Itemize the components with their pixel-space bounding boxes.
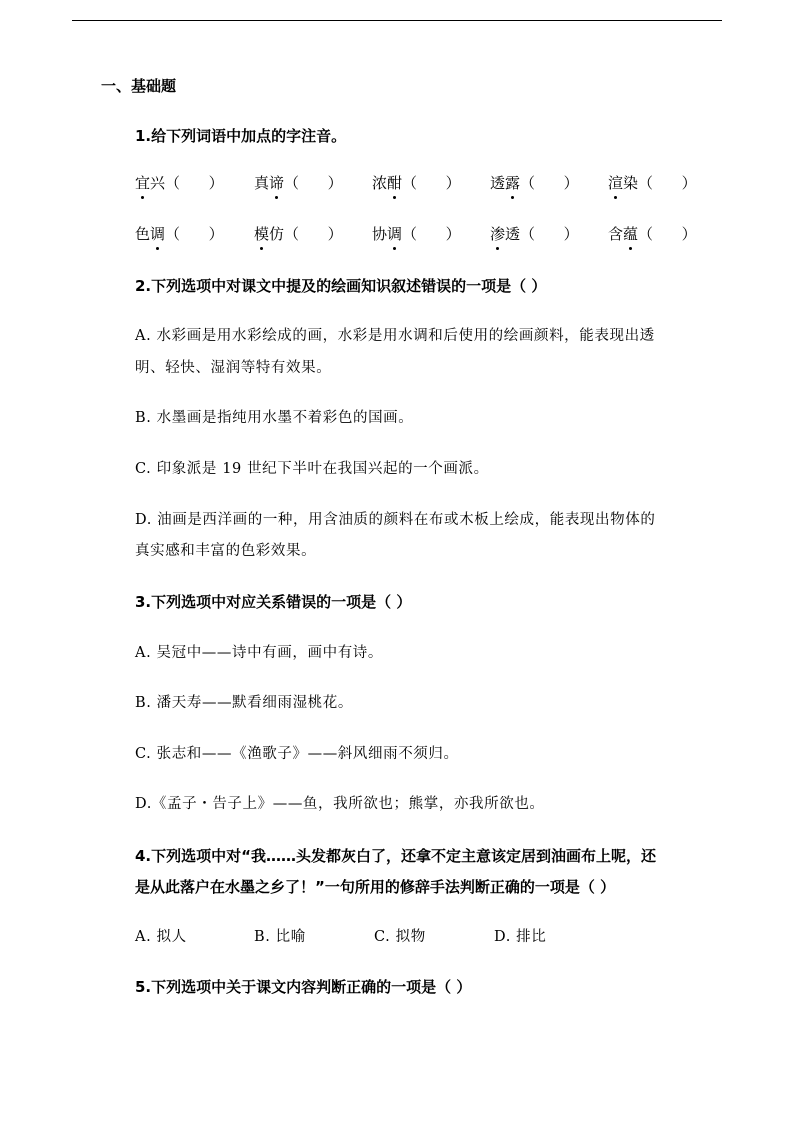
section-title: 一、基础题 bbox=[101, 77, 177, 95]
dotted-character: 谛 bbox=[269, 174, 285, 192]
answer-blank[interactable]: （ ） bbox=[520, 225, 579, 243]
word-character: 含 bbox=[608, 225, 624, 243]
question-5-stem: 5.下列选项中关于课文内容判断正确的一项是（ ） bbox=[135, 978, 472, 996]
pinyin-item bbox=[254, 224, 343, 244]
word-character: 协 bbox=[372, 225, 388, 243]
dotted-character: 渗 bbox=[490, 225, 506, 243]
word-character: 染 bbox=[623, 174, 639, 192]
question-4-stem: 4.下列选项中对“我……头发都灰白了，还拿不定主意该定居到油画布上呢，还 bbox=[135, 847, 656, 865]
word-character: 透 bbox=[505, 225, 521, 243]
answer-blank[interactable]: （ ） bbox=[165, 225, 224, 243]
word-character: 色 bbox=[135, 225, 151, 243]
word-character: 真 bbox=[254, 174, 270, 192]
dotted-character: 调 bbox=[387, 225, 403, 243]
word-character: 透 bbox=[490, 174, 506, 192]
question-1-stem: 1.给下列词语中加点的字注音。 bbox=[135, 127, 347, 145]
question-3-stem: 3.下列选项中对应关系错误的一项是（ ） bbox=[135, 593, 412, 611]
answer-blank[interactable]: （ ） bbox=[284, 225, 343, 243]
dotted-character: 调 bbox=[150, 225, 166, 243]
dotted-character: 蕴 bbox=[623, 225, 639, 243]
question-3-option-a: A. 吴冠中——诗中有画，画中有诗。 bbox=[135, 645, 383, 661]
pinyin-item bbox=[135, 224, 224, 244]
question-2-stem: 2.下列选项中对课文中提及的绘画知识叙述错误的一项是（ ） bbox=[135, 277, 547, 295]
question-4-option-b: B. 比喻 bbox=[254, 929, 306, 945]
pinyin-item bbox=[135, 173, 224, 193]
pinyin-item bbox=[490, 173, 579, 193]
header-rule bbox=[72, 20, 722, 21]
word-character: 兴 bbox=[150, 174, 166, 192]
answer-blank[interactable]: （ ） bbox=[520, 174, 579, 192]
question-2-option-a-cont: 明、轻快、湿润等特有效果。 bbox=[135, 360, 332, 376]
question-3-option-b: B. 潘天寿——默看细雨湿桃花。 bbox=[135, 695, 353, 711]
dotted-character: 模 bbox=[254, 225, 270, 243]
question-2-option-d: D. 油画是西洋画的一种，用含油质的颜料在布或木板上绘成，能表现出物体的 bbox=[135, 512, 656, 528]
pinyin-item bbox=[254, 173, 343, 193]
question-4-stem-cont: 是从此落户在水墨之乡了！”一句所用的修辞手法判断正确的一项是（ ） bbox=[135, 878, 616, 896]
word-character: 浓 bbox=[372, 174, 388, 192]
answer-blank[interactable]: （ ） bbox=[402, 225, 461, 243]
question-4-option-c: C. 拟物 bbox=[374, 929, 426, 945]
question-3-option-d: D.《孟子・告子上》——鱼，我所欲也；熊掌，亦我所欲也。 bbox=[135, 796, 545, 812]
answer-blank[interactable]: （ ） bbox=[402, 174, 461, 192]
question-2-option-d-cont: 真实感和丰富的色彩效果。 bbox=[135, 543, 317, 559]
answer-blank[interactable]: （ ） bbox=[638, 225, 697, 243]
answer-blank[interactable]: （ ） bbox=[638, 174, 697, 192]
pinyin-item bbox=[372, 224, 461, 244]
pinyin-item bbox=[608, 173, 697, 193]
answer-blank[interactable]: （ ） bbox=[284, 174, 343, 192]
dotted-character: 露 bbox=[505, 174, 521, 192]
pinyin-item bbox=[608, 224, 697, 244]
word-character: 仿 bbox=[269, 225, 285, 243]
question-3-option-c: C. 张志和——《渔歌子》——斜风细雨不须归。 bbox=[135, 746, 459, 762]
question-4-option-a: A. 拟人 bbox=[135, 929, 187, 945]
pinyin-item bbox=[490, 224, 579, 244]
dotted-character: 宜 bbox=[135, 174, 151, 192]
question-2-option-c: C. 印象派是 19 世纪下半叶在我国兴起的一个画派。 bbox=[135, 461, 489, 477]
dotted-character: 酣 bbox=[387, 174, 403, 192]
question-4-option-d: D. 排比 bbox=[494, 929, 547, 945]
question-2-option-a: A. 水彩画是用水彩绘成的画，水彩是用水调和后使用的绘画颜料，能表现出透 bbox=[135, 328, 655, 344]
question-2-option-b: B. 水墨画是指纯用水墨不着彩色的国画。 bbox=[135, 410, 414, 426]
dotted-character: 渲 bbox=[608, 174, 624, 192]
answer-blank[interactable]: （ ） bbox=[165, 174, 224, 192]
pinyin-item bbox=[372, 173, 461, 193]
